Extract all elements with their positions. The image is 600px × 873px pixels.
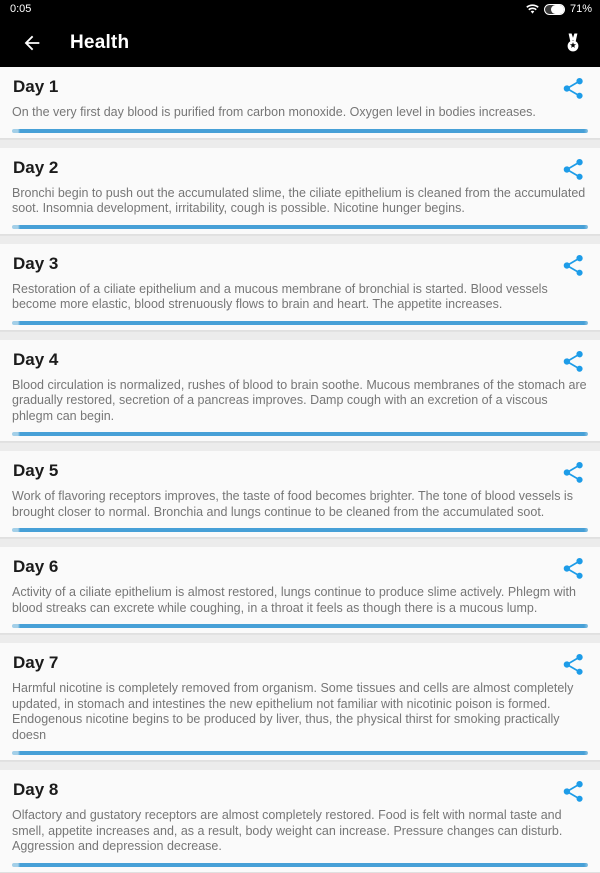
day-progress-line — [12, 751, 588, 755]
day-title: Day 4 — [13, 349, 59, 369]
day-card — [0, 148, 600, 235]
share-button[interactable] — [562, 653, 586, 677]
day-progress-line — [12, 129, 588, 133]
share-icon — [562, 557, 586, 581]
battery-icon — [544, 4, 565, 15]
day-description: Blood circulation is normalized, rushes of blood to brain soothe. Mucous membranes of the stomach are gradually restored, secretion of a pancreas improves. Damp cough with an excretion of a viscous phlegm can begin. — [12, 377, 587, 423]
share-icon — [562, 158, 586, 182]
day-card — [0, 67, 600, 139]
wifi-icon — [526, 4, 539, 15]
day-progress-line — [12, 432, 588, 436]
day-progress-line — [12, 863, 588, 867]
share-button[interactable] — [562, 350, 586, 374]
medal-icon — [561, 31, 585, 55]
page-title: Health — [70, 31, 130, 53]
day-title: Day 3 — [13, 253, 59, 273]
share-icon — [562, 653, 586, 677]
day-progress-line — [12, 624, 588, 628]
share-icon — [562, 780, 586, 804]
day-progress-line — [12, 528, 588, 532]
status-bar — [0, 0, 600, 18]
day-description: On the very first day blood is purified from carbon monoxide. Oxygen level in bodies increases. — [12, 105, 536, 119]
share-button[interactable] — [562, 158, 586, 182]
day-title: Day 7 — [13, 653, 59, 672]
share-icon — [562, 350, 586, 374]
day-card — [0, 770, 600, 873]
share-button[interactable] — [562, 780, 586, 804]
share-icon — [562, 77, 586, 101]
battery-fill — [551, 5, 564, 14]
share-icon — [562, 461, 586, 485]
day-title: Day 1 — [13, 77, 59, 96]
day-description: Bronchi begin to push out the accumulated slime, the ciliate epithelium is cleaned from the accumulated soot. Insomnia development, irritability, cough is possible. Nicotine hunger begins. — [12, 185, 586, 215]
day-card — [0, 643, 600, 761]
battery-percent: 71% — [569, 3, 592, 15]
day-progress-line — [12, 321, 588, 325]
action-bar — [0, 18, 600, 67]
day-title: Day 5 — [13, 461, 59, 480]
share-button[interactable] — [562, 461, 586, 485]
day-card — [0, 244, 600, 331]
day-list — [0, 67, 600, 873]
day-card — [0, 340, 600, 443]
day-title: Day 6 — [13, 557, 59, 576]
share-button[interactable] — [562, 254, 586, 278]
day-title: Day 2 — [13, 157, 59, 177]
day-card — [0, 451, 600, 538]
back-button[interactable] — [20, 31, 44, 55]
share-icon — [562, 254, 586, 278]
day-description: Olfactory and gustatory receptors are almost completely restored. Food is felt with normal taste and smell, appetite increases and, as a result, body weight can increase. Pressure changes can disturb. Aggression and depression decrease. — [12, 808, 563, 853]
day-card — [0, 547, 600, 634]
day-progress-line — [12, 225, 588, 229]
day-description: Harmful nicotine is completely removed from organism. Some tissues and cells are almost completely updated, in stomach and intestines the new epithelium not familiar with nicotinic poison is formed. Endogenous nicotine begins to be produced by liver, thus, the physical thirst for smoking practically doesn — [12, 681, 574, 742]
back-arrow-icon — [21, 32, 43, 54]
achievements-button[interactable] — [560, 30, 586, 56]
day-description: Work of flavoring receptors improves, the taste of food becomes brighter. The tone of blood vessels is brought closer to normal. Bronchia and lungs continue to be cleaned from the accumulated soot. — [12, 489, 573, 519]
day-description: Activity of a ciliate epithelium is almost restored, lungs continue to produce slime actively. Phlegm with blood streaks can excrete while coughing, in a throat it feels as though there is a mucous lump. — [12, 585, 576, 615]
day-description: Restoration of a ciliate epithelium and a mucous membrane of bronchial is started. Blood vessels become more elastic, blood strenuously flows to brain and heart. The appetite increases. — [12, 281, 548, 311]
share-button[interactable] — [562, 557, 586, 581]
status-time: 0:05 — [10, 3, 32, 15]
share-button[interactable] — [562, 77, 586, 101]
day-title: Day 8 — [13, 780, 59, 799]
